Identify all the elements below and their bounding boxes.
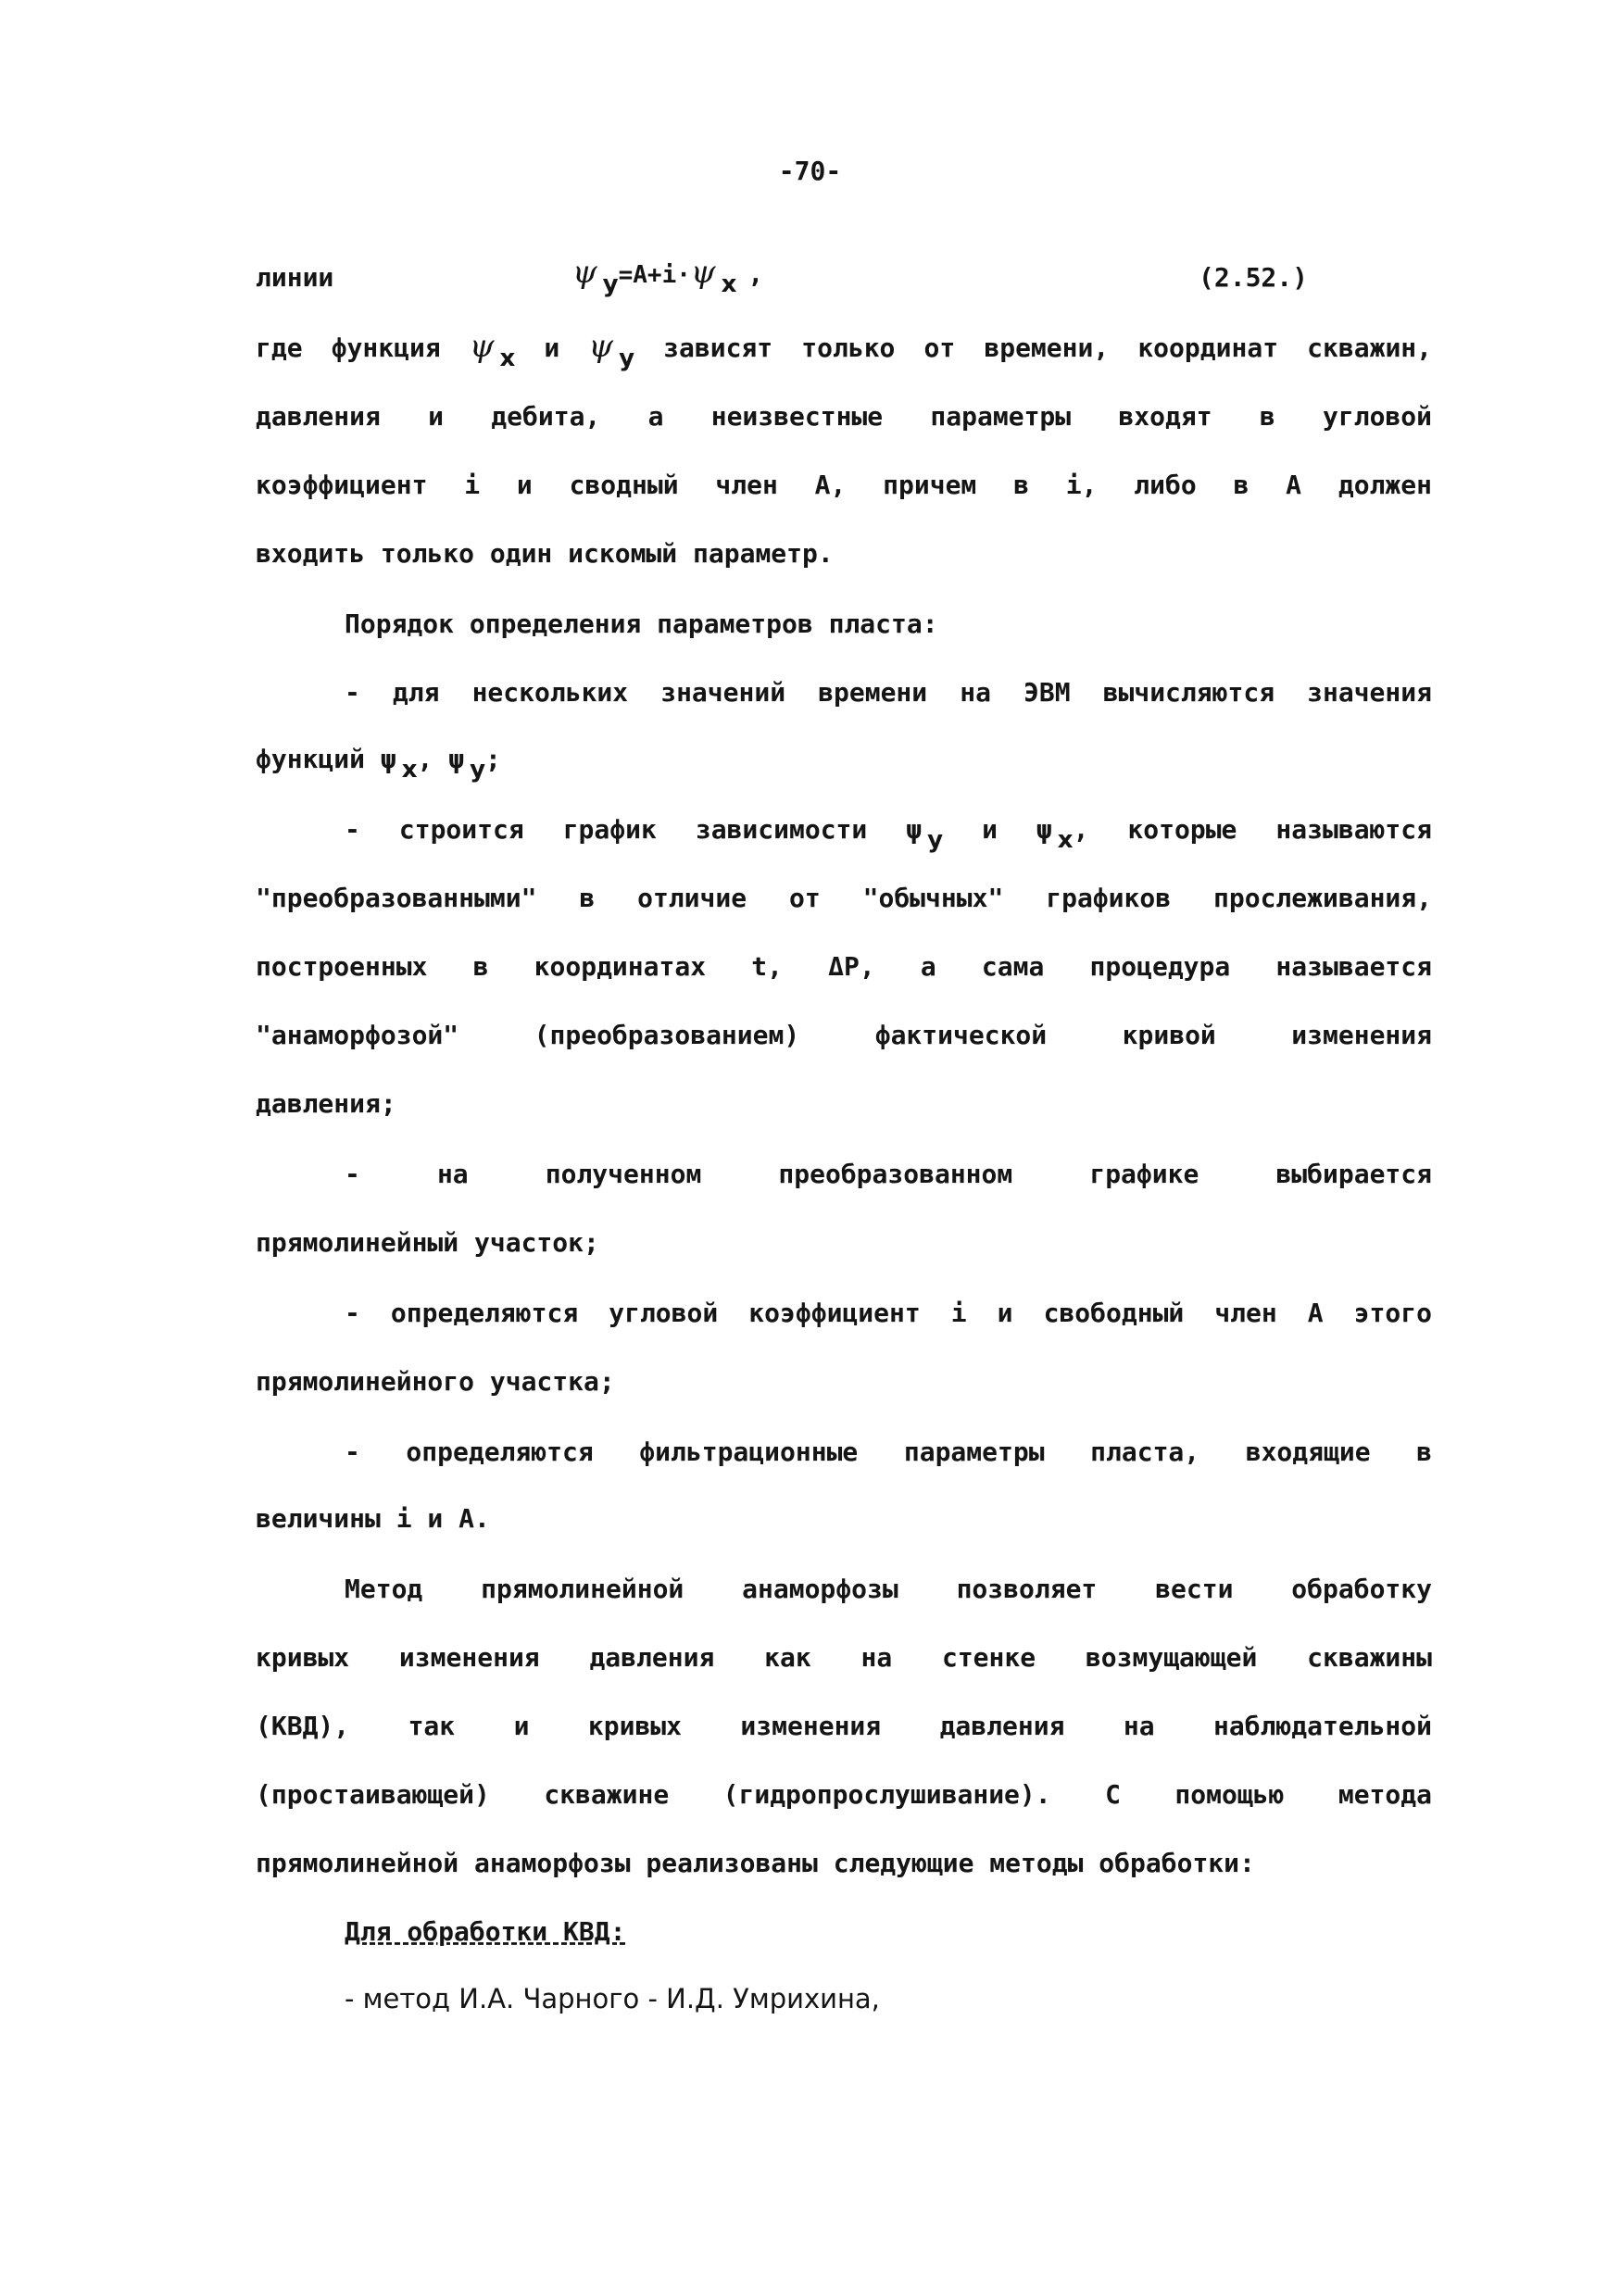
- text-fragment: ;: [485, 744, 501, 774]
- psi-symbol: ψ: [469, 328, 495, 365]
- text-fragment: , ψ: [417, 744, 465, 774]
- step-1: - для нескольких значений времени на ЭВМ вычисляются значения: [345, 677, 1432, 708]
- text-line: коэффициент i и сводный член A, причем в i, либо в A должен: [256, 470, 1432, 500]
- text-line: давления;: [256, 1088, 396, 1119]
- text-line: "преобразованными" в отличие от "обычных" графиков прослеживания,: [256, 883, 1432, 913]
- subscript-y: y: [927, 826, 944, 854]
- formula-middle: =A+i·: [618, 261, 691, 289]
- psi-symbol: ψ: [572, 254, 597, 291]
- step-1-continued: [256, 741, 1432, 784]
- subscript-x: x: [1057, 826, 1074, 854]
- underlined-heading: Для обработки КВД:: [345, 1916, 626, 1947]
- page-number: -70-: [778, 156, 842, 186]
- section-intro: Порядок определения параметров пласта:: [345, 609, 938, 639]
- step-3: - на полученном преобразованном графике выбирается: [345, 1159, 1432, 1189]
- equation-number: (2.52.): [1199, 262, 1309, 293]
- text-fragment: где функция: [256, 332, 441, 363]
- text-line: "анаморфозой" (преобразованием) фактической кривой изменения: [256, 1020, 1432, 1050]
- step-2: [345, 811, 1432, 854]
- text-line: построенных в координатах t, ΔP, а сама процедура называется: [256, 951, 1432, 982]
- text-line: прямолинейного участка;: [256, 1366, 615, 1397]
- text-fragment: функций ψ: [256, 744, 396, 774]
- formula-comma: ,: [747, 258, 764, 289]
- subscript-x: x: [499, 345, 516, 372]
- subscript-y: y: [619, 345, 635, 372]
- psi-symbol: ψ: [588, 328, 614, 365]
- text-line: (КВД), так и кривых изменения давления на наблюдательной: [256, 1711, 1432, 1741]
- text-line-where: [256, 328, 1433, 372]
- formula-2-52: [572, 254, 764, 298]
- step-5: - определяются фильтрационные параметры пласта, входящие в: [345, 1437, 1432, 1467]
- subscript-y: y: [470, 756, 486, 784]
- text-line: (простаивающей) скважине (гидропрослушивание). С помощью метода: [256, 1779, 1432, 1810]
- subscript-x: x: [401, 756, 418, 784]
- text-line: величины i и A.: [256, 1503, 490, 1534]
- kvd-heading: [345, 1913, 1432, 1951]
- text-line: прямолинейной анаморфозы реализованы следующие методы обработки:: [256, 1848, 1255, 1878]
- text-line: прямолинейный участок;: [256, 1227, 599, 1258]
- psi-symbol: ψ: [690, 254, 716, 291]
- text-fragment: - строится график зависимости ψ: [345, 814, 923, 845]
- method-paragraph: Метод прямолинейной анаморфозы позволяет вести обработку: [345, 1574, 1432, 1604]
- text-fragment: и: [544, 332, 560, 363]
- step-4: - определяются угловой коэффициент i и свободный член A этого: [345, 1298, 1432, 1328]
- text-line: кривых изменения давления как на стенке возмущающей скважины: [256, 1642, 1432, 1673]
- text-fragment: зависят только от времени, координат скважин,: [663, 332, 1433, 363]
- subscript-y: y: [602, 270, 619, 298]
- subscript-x: x: [721, 270, 737, 298]
- text-fragment: , которые называются: [1073, 814, 1432, 845]
- text-line: входить только один искомый параметр.: [256, 538, 834, 569]
- text-line: давления и дебита, а неизвестные параметры входят в угловой: [256, 401, 1432, 432]
- formula-lead-word: линии: [256, 262, 334, 293]
- text-fragment: и ψ: [943, 814, 1052, 845]
- kvd-item: - метод И.А. Чарного - И.Д. Умрихина,: [345, 1983, 880, 2014]
